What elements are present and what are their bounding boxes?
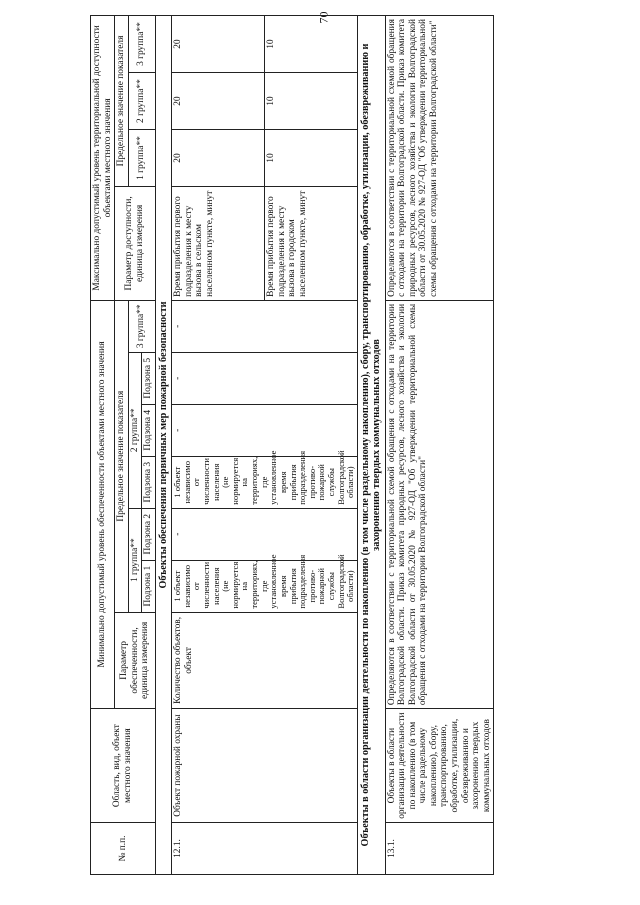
header-max-group: Максимально допустимый уровень территориальной доступности объектами местного значения — [91, 16, 115, 301]
row-sub3: 1 объект независимо от численности населения (не нормируется на территориях, где установленное время прибытия подразделения противо-пожарной службы Волгоградской области) — [172, 456, 358, 508]
row-max-text: Определяются в соответствии с территориальной схемой обращения с отходами на территории Волгоградской области. Приказ комитета природных ресурсов, лесного хозяйства и экологии Волгоградской области от 30.05.2020 № 927-ОД "Об утверждении территориальной схемы обращения с отходами на территории Волгоградской области" — [385, 16, 493, 301]
header-sub2: Подзона 2 — [142, 508, 156, 560]
row-sub1: 1 объект независимо от численности населения (не нормируется на территориях, где установленное время прибытия подразделения противо-пожарной службы Волгоградской области) — [172, 560, 358, 612]
header-max-limit: Предельное значение показателя — [115, 16, 129, 187]
section-waste: Объекты в области организации деятельности по накоплению (в том числе раздельному накоплению), сбору, транспортированию, обработке, утилизации, обезвреживанию и захоронению твердых коммунальных отходов — [357, 16, 385, 875]
access-param-rural: Время прибытия первого подразделения к месту вызова в сельском населенном пункте, минут — [172, 186, 265, 300]
rotated-page-content — [90, 15, 625, 875]
header-min-param: Параметр обеспеченности, единица измерения — [115, 612, 156, 709]
row-sub5: - — [172, 352, 358, 404]
row-name: Объект пожарной охраны — [172, 709, 358, 823]
access-rural-g3: 20 — [172, 16, 265, 73]
header-group1: 1 группа** — [128, 508, 142, 612]
section-fire-safety: Объекты обеспечения первичных мер пожарной безопасности — [155, 16, 171, 875]
table-row — [172, 16, 265, 875]
row-num: 12.1. — [172, 823, 358, 875]
header-sub1: Подзона 1 — [142, 560, 156, 612]
row-sub4: - — [172, 404, 358, 456]
header-sub5: Подзона 5 — [142, 352, 156, 404]
header-group3: 3 группа** — [128, 300, 155, 352]
access-urban-g1: 10 — [265, 130, 358, 187]
access-rural-g1: 20 — [172, 130, 265, 187]
table-row — [385, 16, 493, 875]
access-rural-g2: 20 — [172, 73, 265, 130]
header-limit-value: Предельное значение показателя — [115, 300, 129, 612]
row-name: Объекты в области организации деятельности по накоплению (в том числе раздельному накоплению), сбору, транспортированию, обработке, утилизации, обезвреживанию и захоронению твердых коммунальных отходов — [385, 709, 493, 823]
header-group2: 2 группа** — [128, 352, 142, 508]
header-max-param: Параметр доступности, единица измерения — [115, 186, 156, 300]
header-area: Область, вид, объект местного значения — [91, 709, 156, 823]
header-mgroup2: 2 группа** — [128, 73, 155, 130]
header-mgroup3: 3 группа** — [128, 16, 155, 73]
row-num: 13.1. — [385, 823, 493, 875]
page-number: 70 — [316, 11, 331, 24]
header-min-group: Минимально допустимый уровень обеспеченности объектами местного значения — [91, 300, 115, 708]
header-sub3: Подзона 3 — [142, 456, 156, 508]
row-min-text: Определяются в соответствии с территориальной схемой обращения с отходами на территории Волгоградской области. Приказ комитета природных ресурсов, лесного хозяйства и экологии Волгоградской области от 30.05.2020 № 927-ОД "Об утверждении территориальной схемы обращения с отходами на территории Волгоградской области" — [385, 300, 493, 708]
access-param-urban: Время прибытия первого подразделения к месту вызова в городском населенном пункте, минут — [265, 186, 358, 300]
header-mgroup1: 1 группа** — [128, 130, 155, 187]
access-urban-g3: 10 — [265, 16, 358, 73]
access-urban-g2: 10 — [265, 73, 358, 130]
standards-table — [90, 15, 494, 875]
header-sub4: Подзона 4 — [142, 404, 156, 456]
row-group3: - — [172, 300, 358, 352]
header-num: № п.п. — [91, 823, 156, 875]
row-sub2: - — [172, 508, 358, 560]
row-param: Количество объектов, объект — [172, 612, 358, 709]
